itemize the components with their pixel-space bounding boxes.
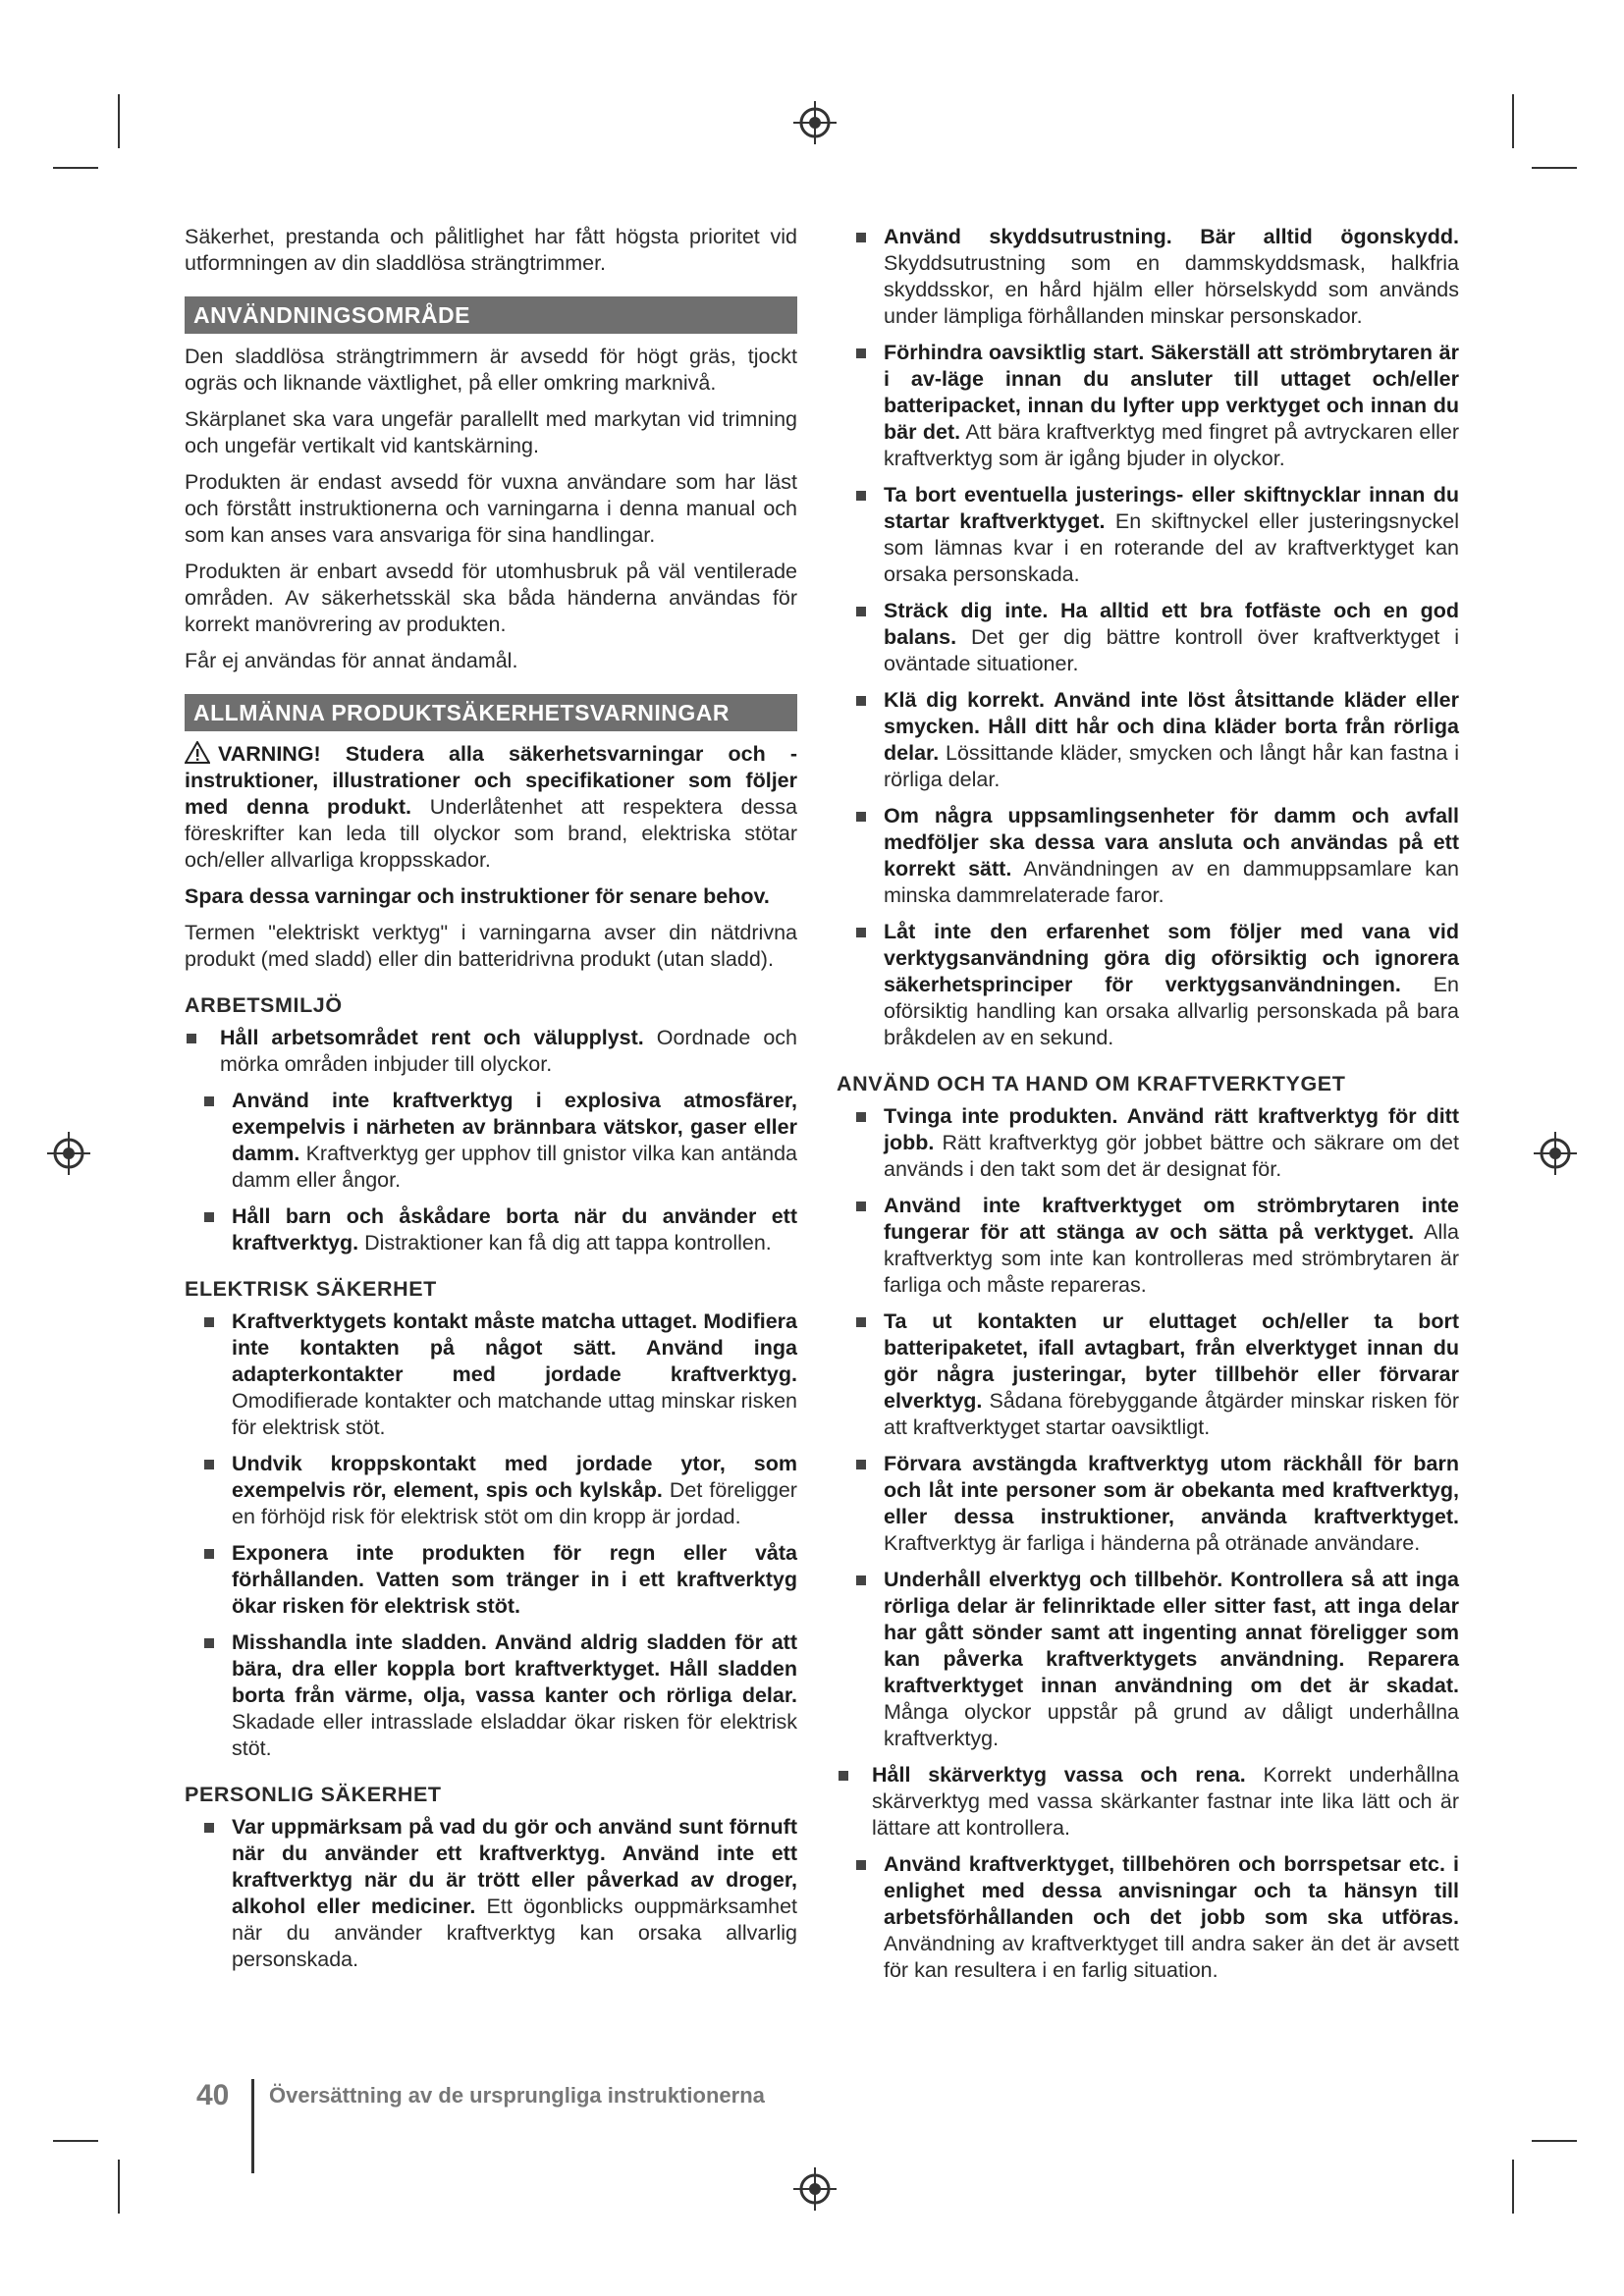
bullet-square-icon bbox=[856, 1201, 866, 1211]
bullet-square-icon bbox=[856, 491, 866, 501]
subheading-electrical-safety: ELEKTRISK SÄKERHET bbox=[185, 1277, 437, 1301]
usage-paragraph: Får ej användas för annat ändamål. bbox=[185, 649, 518, 672]
right-column bbox=[837, 224, 1459, 1994]
subheading-personal-safety: PERSONLIG SÄKERHET bbox=[185, 1783, 442, 1806]
subheading-use-and-care: ANVÄND OCH TA HAND OM KRAFTVERKTYGET bbox=[837, 1072, 1346, 1095]
list-item: Misshandla inte sladden. Använd aldrig sladden för att bära, dra eller koppla bort kraftverktyget. Håll sladden borta från värme, olja, vassa kanter och rörliga delar. Skadade eller intrasslade elsladdar ökar risken för elektrisk stöt. bbox=[204, 1629, 797, 1762]
crop-mark bbox=[1512, 2160, 1514, 2214]
list-item: Var uppmärksam på vad du gör och använd sunt förnuft när du använder ett kraftverktyg. Använd inte ett kraftverktyg när du är trött eller påverkad av droger, alkohol eller mediciner. Ett ögonblicks ouppmärksamhet när du använder kraftverktyg kan orsaka allvarlig personskada. bbox=[204, 1814, 797, 1973]
term-paragraph: Termen "elektriskt verktyg" i varningarna avser din nätdrivna produkt (med sladd) eller din batteridrivna produkt (utan sladd). bbox=[185, 921, 797, 971]
footer-text: Översättning av de ursprungliga instruktionerna bbox=[269, 2083, 765, 2108]
bullet-square-icon bbox=[856, 696, 866, 706]
bullet-square-icon bbox=[839, 1771, 848, 1781]
list-item: Håll arbetsområdet rent och välupplyst. Oordnade och mörka områden inbjuder till olyckor. bbox=[185, 1025, 797, 1078]
registration-mark-icon bbox=[1534, 1132, 1577, 1175]
bullet-square-icon bbox=[856, 928, 866, 937]
bullet-square-icon bbox=[204, 1638, 214, 1648]
registration-mark-icon bbox=[793, 2167, 837, 2211]
warning-paragraph bbox=[185, 741, 797, 874]
bullet-square-icon bbox=[856, 233, 866, 242]
bullet-square-icon bbox=[187, 1034, 196, 1043]
bullet-square-icon bbox=[204, 1212, 214, 1222]
registration-mark-icon bbox=[793, 101, 837, 144]
list-item: Låt inte den erfarenhet som följer med vana vid verktygsanvändning göra dig oförsiktig och ignorera säkerhetsprinciper för verktygsanvändningen. En oförsiktig handling kan orsaka allvarlig personskada på bara bråkdelen av en sekund. bbox=[856, 919, 1459, 1051]
bullet-square-icon bbox=[204, 1460, 214, 1469]
list-item: Klä dig korrekt. Använd inte löst åtsittande kläder eller smycken. Håll ditt hår och dina kläder borta från rörliga delar. Lössittande kläder, smycken och långt hår kan fastna i rörliga delar. bbox=[856, 687, 1459, 793]
crop-mark bbox=[1532, 167, 1577, 169]
bullet-square-icon bbox=[204, 1096, 214, 1106]
bullet-square-icon bbox=[856, 607, 866, 616]
bullet-square-icon bbox=[204, 1823, 214, 1833]
list-item: Ta ut kontakten ur eluttaget och/eller ta bort batteripaketet, ifall avtagbart, från elverktyget innan du gör några justeringar, byter tillbehör eller förvarar elverktyg. Sådana förebyggande åtgärder minskar risken för att kraftverktyget startar oavsiktligt. bbox=[856, 1308, 1459, 1441]
list-item: Ta bort eventuella justerings- eller skiftnycklar innan du startar kraftverktyget. En skiftnyckel eller justeringsnyckel som lämnas kvar i en roterande del av kraftverktyget kan orsaka personskada. bbox=[856, 482, 1459, 588]
crop-mark bbox=[53, 2140, 98, 2142]
usage-paragraph: Skärplanet ska vara ungefär parallellt med markytan vid trimning och ungefär vertikalt vid kantskärning. bbox=[185, 407, 797, 457]
registration-mark-icon bbox=[47, 1132, 90, 1175]
crop-mark bbox=[1512, 94, 1514, 148]
warning-triangle-icon bbox=[185, 741, 210, 764]
crop-mark bbox=[1532, 2140, 1577, 2142]
crop-mark bbox=[118, 94, 120, 148]
usage-paragraph: Produkten är endast avsedd för vuxna användare som har läst och förstått instruktionerna och varningarna i denna manual och som kan anses vara ansvariga för sina handlingar. bbox=[185, 470, 797, 547]
bullet-square-icon bbox=[856, 812, 866, 822]
list-item: Undvik kroppskontakt med jordade ytor, som exempelvis rör, element, spis och kylskåp. Det föreligger en förhöjd risk för elektrisk stöt om din kropp är jordad. bbox=[204, 1451, 797, 1530]
usage-paragraph: Den sladdlösa strängtrimmern är avsedd för högt gräs, tjockt ogräs och liknande växtlighet, på eller omkring marknivå. bbox=[185, 345, 797, 395]
list-item: Tvinga inte produkten. Använd rätt kraftverktyg för ditt jobb. Rätt kraftverktyg gör jobbet bättre och säkrare om det används i den takt som det är designat för. bbox=[856, 1103, 1459, 1183]
list-item: Kraftverktygets kontakt måste matcha uttaget. Modifiera inte kontakten på något sätt. Använd inga adapterkontakter med jordade kraftverktyg. Omodifierade kontakter och matchande uttag minskar risken för elektrisk stöt. bbox=[204, 1308, 797, 1441]
section-heading-usage: ANVÄNDNINGSOMRÅDE bbox=[185, 296, 797, 334]
list-item: Förhindra oavsiktlig start. Säkerställ att strömbrytaren är i av-läge innan du ansluter till uttaget och/eller batteripacket, innan du lyfter upp verktyget och innan du bär det. Att bära kraftverktyg med fingret på avtryckaren eller kraftverktyg som är igång bjuder in olyckor. bbox=[856, 340, 1459, 472]
bullet-square-icon bbox=[856, 1317, 866, 1327]
save-instructions: Spara dessa varningar och instruktioner för senare behov. bbox=[185, 884, 770, 908]
list-item: Använd inte kraftverktyg i explosiva atmosfärer, exempelvis i närheten av brännbara vätskor, gaser eller damm. Kraftverktyg ger upphov till gnistor vilka kan antända damm eller ångor. bbox=[204, 1088, 797, 1194]
list-item: Håll barn och åskådare borta när du använder ett kraftverktyg. Distraktioner kan få dig att tappa kontrollen. bbox=[204, 1203, 797, 1256]
list-item: Håll skärverktyg vassa och rena. Korrekt underhållna skärverktyg med vassa skärkanter fastnar inte lika lätt och är lättare att kontrollera. bbox=[837, 1762, 1459, 1842]
crop-mark bbox=[118, 2160, 120, 2214]
list-item: Använd inte kraftverktyget om strömbrytaren inte fungerar för att stänga av och sätta på verktyget. Alla kraftverktyg som inte kan kontrolleras med strömbrytaren är farliga och måste repareras. bbox=[856, 1193, 1459, 1299]
usage-paragraph: Produkten är enbart avsedd för utomhusbruk på väl ventilerade områden. Av säkerhetsskäl ska båda händerna användas för korrekt manövrering av produkten. bbox=[185, 560, 797, 636]
footer-divider bbox=[251, 2079, 254, 2173]
page-number: 40 bbox=[196, 2079, 230, 2111]
bullet-square-icon bbox=[204, 1549, 214, 1559]
left-column bbox=[185, 224, 797, 1983]
bullet-square-icon bbox=[204, 1317, 214, 1327]
bullet-square-icon bbox=[856, 348, 866, 358]
section-heading-general-warnings: ALLMÄNNA PRODUKTSÄKERHETSVARNINGAR bbox=[185, 694, 797, 731]
bullet-square-icon bbox=[856, 1575, 866, 1585]
warning-text: Underlåtenhet att respektera dessa föreskrifter kan leda till olyckor som brand, elektriska stötar och/eller allvarliga kroppsskador. bbox=[185, 795, 797, 872]
bullet-square-icon bbox=[856, 1112, 866, 1122]
list-item: Använd skyddsutrustning. Bär alltid ögonskydd. Skyddsutrustning som en dammskyddsmask, halkfria skyddsskor, en hård hjälm eller hörselskydd som används under lämpliga förhållanden minskar personskador. bbox=[856, 224, 1459, 330]
list-item: Om några uppsamlingsenheter för damm och avfall medföljer ska dessa vara ansluta och användas på ett korrekt sätt. Användningen av en dammuppsamlare kan minska dammrelaterade faror. bbox=[856, 803, 1459, 909]
list-item: Använd kraftverktyget, tillbehören och borrspetsar etc. i enlighet med dessa anvisningar och ta hänsyn till arbetsförhållanden och det jobb som ska utföras. Användning av kraftverktyget till andra saker än det är avsett för kan resultera i en farlig situation. bbox=[856, 1851, 1459, 1984]
list-item: Exponera inte produkten för regn eller våta förhållanden. Vatten som tränger in i ett kraftverktyg ökar risken för elektrisk stöt. bbox=[204, 1540, 797, 1620]
bullet-square-icon bbox=[856, 1460, 866, 1469]
crop-mark bbox=[53, 167, 98, 169]
list-item: Förvara avstängda kraftverktyg utom räckhåll för barn och låt inte personer som är obekanta med kraftverktyg, eller dessa instruktioner, använda kraftverktyget. Kraftverktyg är farliga i händerna på otränade användare. bbox=[856, 1451, 1459, 1557]
list-item: Underhåll elverktyg och tillbehör. Kontrollera så att inga rörliga delar är felinriktade eller sitter fast, att inga delar har gått sönder samt att ingenting annat föreligger som kan påverka kraftverktygets användning. Reparera kraftverktyget innan användning om det är skadat. Många olyckor uppstår på grund av dåligt underhållna kraftverktyg. bbox=[856, 1567, 1459, 1752]
list-item: Sträck dig inte. Ha alltid ett bra fotfäste och en god balans. Det ger dig bättre kontroll över kraftverktyget i oväntade situationer. bbox=[856, 598, 1459, 677]
intro-paragraph: Säkerhet, prestanda och pålitlighet har fått högsta prioritet vid utformningen av din sladdlösa strängtrimmer. bbox=[185, 225, 797, 275]
warning-bold-text: VARNING! Studera alla säkerhetsvarningar och -instruktioner, illustrationer och specifikationer som följer med denna produkt. bbox=[185, 742, 797, 819]
subheading-work-area: ARBETSMILJÖ bbox=[185, 993, 343, 1017]
bullet-square-icon bbox=[856, 1860, 866, 1870]
